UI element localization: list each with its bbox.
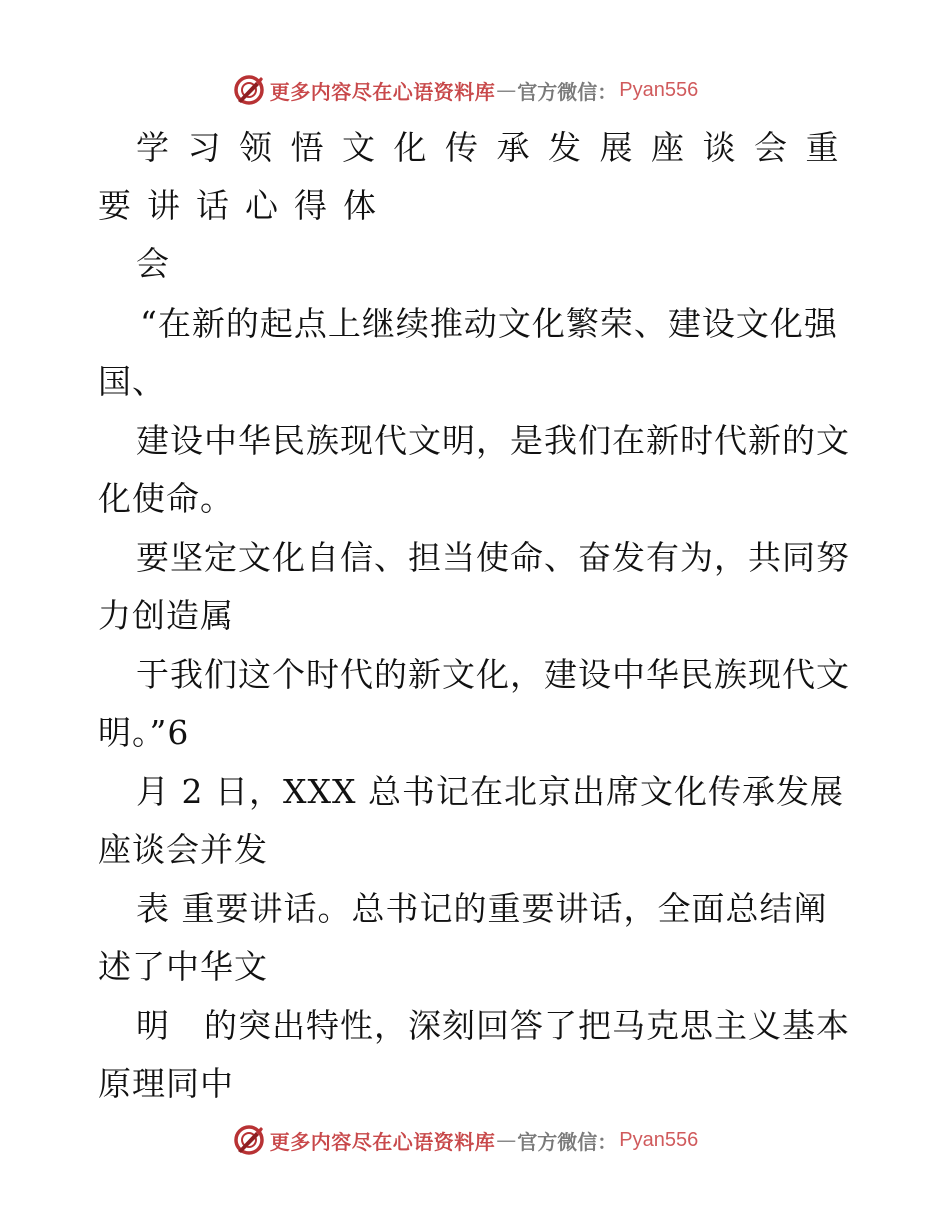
body-line: 原理同中 bbox=[98, 1064, 234, 1103]
body-line: 要坚定文化自信、担当使命、奋发有为，共同努 bbox=[136, 538, 850, 577]
body-line: 座谈会并发 bbox=[98, 830, 268, 869]
watermark-separator: — bbox=[496, 1128, 517, 1152]
watermark-wechat-id: Pyan556 bbox=[619, 78, 699, 101]
watermark-site-text: 更多内容尽在心语资料库 bbox=[269, 1129, 496, 1154]
watermark-banner-top bbox=[0, 68, 950, 112]
brush-logo-icon bbox=[232, 73, 266, 107]
body-line: 述了中华文 bbox=[98, 947, 268, 986]
title-line-1: 学习领悟文化传承发展座谈会重 bbox=[136, 128, 857, 167]
title-line-2: 要讲话心得体 bbox=[98, 186, 392, 225]
body-line: 于我们这个时代的新文化，建设中华民族现代文 bbox=[136, 655, 850, 694]
watermark-site-text: 更多内容尽在心语资料库 bbox=[269, 79, 496, 104]
brush-logo-icon bbox=[232, 1123, 266, 1157]
title-line-3: 会 bbox=[136, 244, 169, 283]
body-line: 明 的突出特性，深刻回答了把马克思主义基本 bbox=[136, 1006, 850, 1045]
body-line: 明。”6 bbox=[98, 713, 190, 752]
body-line: 力创造属 bbox=[98, 596, 234, 635]
watermark-official-label: 官方微信： bbox=[517, 79, 618, 104]
watermark-wechat-id: Pyan556 bbox=[619, 1128, 699, 1151]
body-line: 国、 bbox=[98, 362, 166, 401]
body-line: 化使命。 bbox=[98, 479, 234, 518]
body-line: “在新的起点上继续推动文化繁荣、建设文化强 bbox=[140, 304, 838, 343]
body-line: 建设中华民族现代文明，是我们在新时代新的文 bbox=[136, 421, 850, 460]
body-line: 表 重要讲话。总书记的重要讲话，全面总结阐 bbox=[136, 889, 828, 928]
body-line: 月 2 日，XXX 总书记在北京出席文化传承发展 bbox=[136, 772, 844, 811]
watermark-separator: — bbox=[496, 78, 517, 102]
watermark-official-label: 官方微信： bbox=[517, 1129, 618, 1154]
watermark-banner-bottom bbox=[0, 1118, 950, 1162]
